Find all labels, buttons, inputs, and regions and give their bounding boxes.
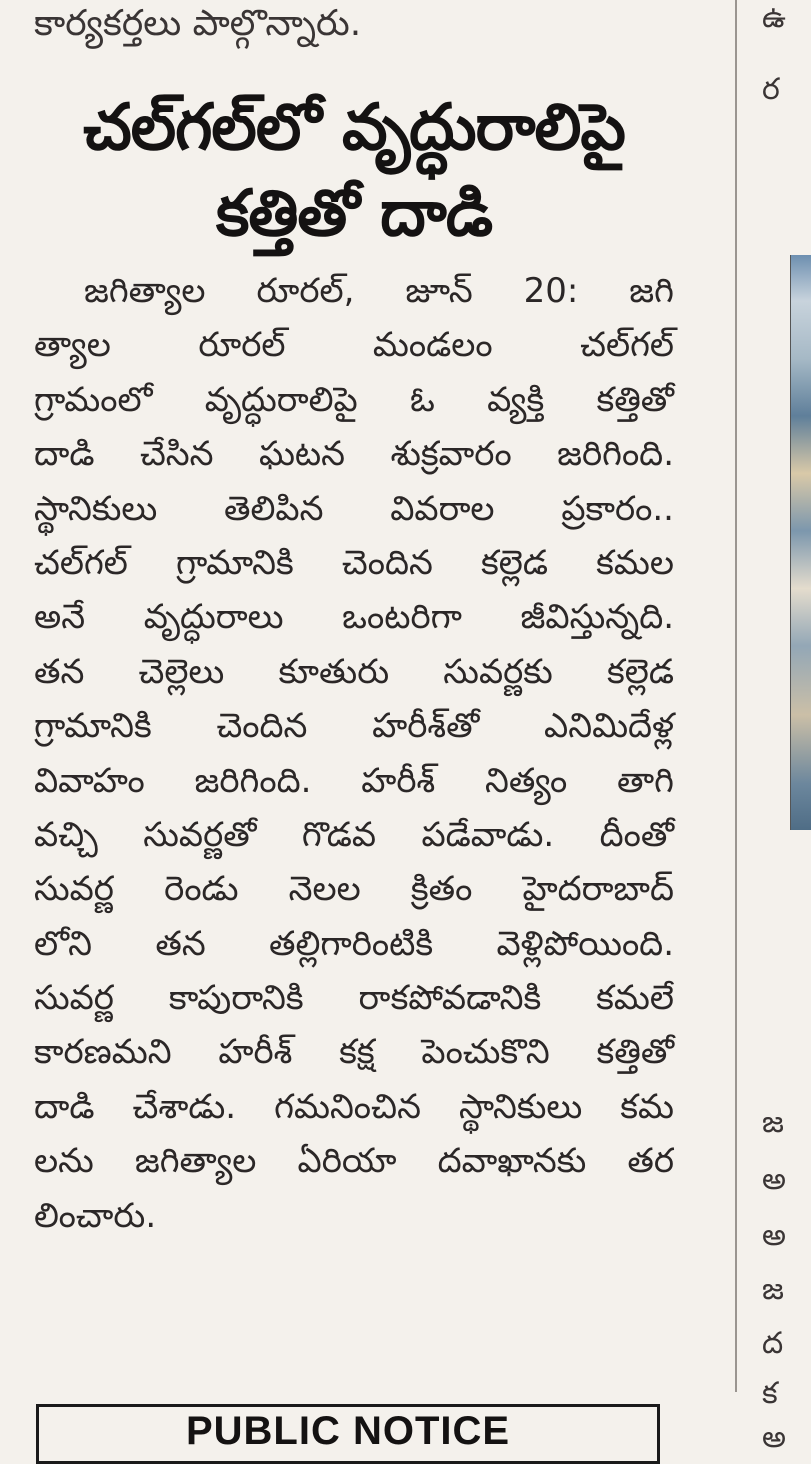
adjacent-photo [790, 255, 811, 830]
adjacent-text-fragment: జ [762, 1272, 784, 1307]
adjacent-column [760, 0, 800, 1455]
public-notice-title: PUBLIC NOTICE [185, 1409, 511, 1453]
body-line: లను జగిత్యాల ఏరియా దవాఖానకు తర [34, 1141, 674, 1182]
adjacent-text-fragment: ఉ [762, 0, 786, 35]
body-line: లించారు. [34, 1195, 157, 1236]
adjacent-text-fragment: అ [762, 1218, 786, 1253]
adjacent-text-fragment: ద [762, 1326, 784, 1361]
body-line: కారణమని హరీశ్ కక్ష పెంచుకొని కత్తితో [34, 1032, 674, 1073]
column-divider [735, 0, 737, 1392]
adjacent-text-fragment: అ [762, 1420, 786, 1455]
body-line: గ్రామంలో వృద్ధురాలిపై ఓ వ్యక్తి కత్తితో [34, 379, 674, 420]
body-line: లోని తన తల్లిగారింటికి వెళ్లిపోయింది. [34, 923, 674, 964]
body-line: సువర్ణ రెండు నెలల క్రితం హైదరాబాద్ [34, 869, 674, 910]
adjacent-text-fragment: అ [762, 1162, 786, 1197]
body-line: త్యాల రూరల్ మండలం చల్‌గల్ [34, 325, 674, 366]
body-line: చల్‌గల్ గ్రామానికి చెందిన కల్లెడ కమల [34, 542, 674, 583]
previous-article-tail: కార్యకర్తలు పాల్గొన్నారు. [34, 3, 362, 44]
body-line: వివాహం జరిగింది. హరీశ్ నిత్యం తాగి [34, 760, 674, 801]
adjacent-text-fragment: ర [762, 72, 780, 107]
public-notice-box [36, 1404, 660, 1464]
body-line: జగిత్యాల రూరల్, జూన్ 20: జగి [84, 271, 674, 311]
body-line: వచ్చి సువర్ణతో గొడవ పడేవాడు. దీంతో [34, 814, 674, 855]
body-line: స్థానికులు తెలిపిన వివరాల ప్రకారం.. [34, 488, 674, 529]
adjacent-text-fragment: జ [762, 1105, 784, 1140]
body-line: దాడి చేసిన ఘటన శుక్రవారం జరిగింది. [34, 434, 674, 475]
headline-line-2: కత్తితో దాడి [215, 177, 493, 251]
body-line: గ్రామానికి చెందిన హరీశ్‌తో ఎనిమిదేళ్ల [34, 706, 674, 747]
body-line: సువర్ణ కాపురానికి రాకపోవడానికి కమలే [34, 978, 674, 1019]
adjacent-text-fragment: క [762, 1376, 778, 1411]
article-column [34, 0, 674, 1453]
headline-line-1: చల్‌గల్‌లో వృద్ధురాలిపై [83, 91, 625, 165]
body-line: దాడి చేశాడు. గమనించిన స్థానికులు కమ [34, 1086, 674, 1127]
body-line: తన చెల్లెలు కూతురు సువర్ణకు కల్లెడ [34, 651, 674, 692]
body-line: అనే వృద్ధురాలు ఒంటరిగా జీవిస్తున్నది. [34, 597, 674, 638]
article-body [34, 264, 674, 1243]
